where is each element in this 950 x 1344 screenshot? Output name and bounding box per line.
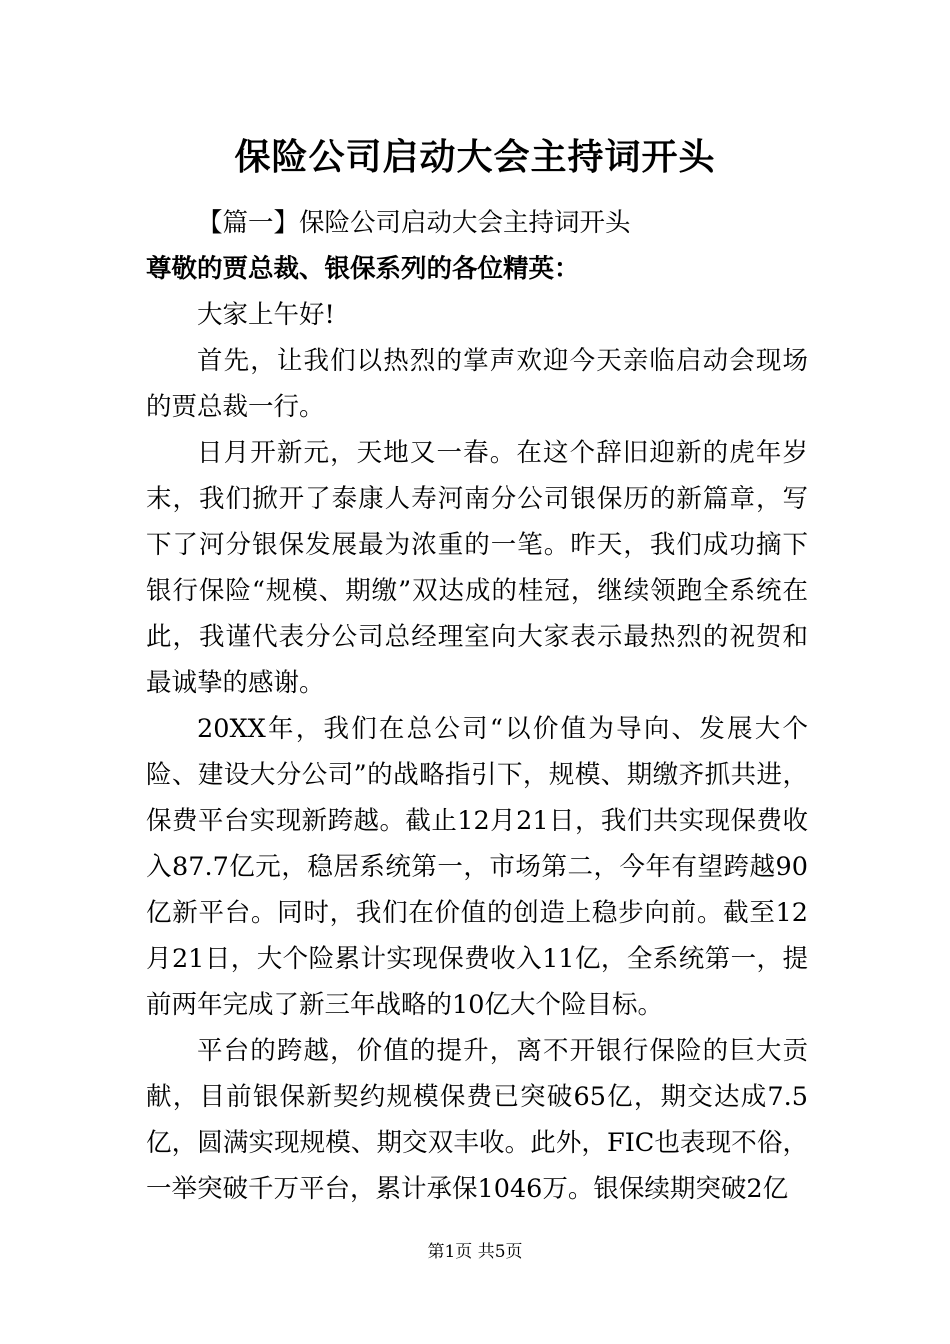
- document-title: 保险公司启动大会主持词开头: [234, 136, 716, 178]
- salutation: 尊敬的贾总裁、银保系列的各位精英：: [146, 254, 580, 284]
- page-number-footer: 第1页 共5页: [427, 1242, 523, 1262]
- body-paragraph: 首先，让我们以热烈的掌声欢迎今天亲临启动会现场的贾总裁一行。: [146, 346, 808, 422]
- body-paragraph: 日月开新元，天地又一春。在这个辞旧迎新的虎年岁末，我们掀开了泰康人寿河南分公司银保历的新篇章，写下了河分银保发展最为浓重的一笔。昨天，我们成功摘下银行保险“规模、期缴”双达成的桂冠，继续领跑全系统在此，我谨代表分公司总经理室向大家表示最热烈的祝贺和最诚挚的感谢。: [146, 438, 808, 698]
- greeting: 大家上午好!: [197, 300, 335, 330]
- section-heading: 【篇一】保险公司启动大会主持词开头: [197, 208, 631, 238]
- document-body: [146, 200, 808, 1212]
- body-paragraph: 平台的跨越，价值的提升，离不开银行保险的巨大贡献，目前银保新契约规模保费已突破65亿，期交达成7.5亿，圆满实现规模、期交双丰收。此外，FIC也表现不俗，一举突破千万平台，累计承保1046万。银保续期突破2亿: [146, 1036, 808, 1204]
- body-paragraph: 20XX年，我们在总公司“以价值为导向、发展大个险、建设大分公司”的战略指引下，规模、期缴齐抓共进，保费平台实现新跨越。截止12月21日，我们共实现保费收入87.7亿元，稳居系统第一，市场第二，今年有望跨越90亿新平台。同时，我们在价值的创造上稳步向前。截至12月21日，大个险累计实现保费收入11亿，全系统第一，提前两年完成了新三年战略的10亿大个险目标。: [146, 714, 808, 1020]
